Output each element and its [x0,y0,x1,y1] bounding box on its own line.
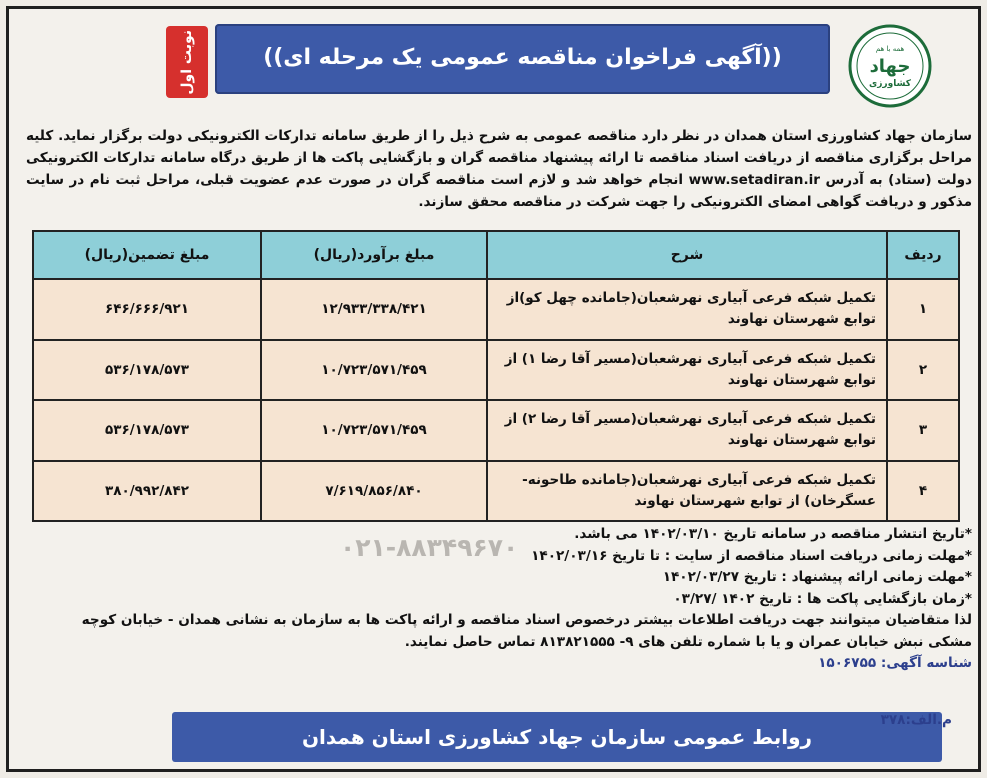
note-contact: لذا متقاضیان میتوانند جهت دریافت اطلاعات بیشتر درخصوص اسناد مناقصه و ارائه پاکت ها به سازمان به نشانی همدان - خیابان کوچه مشکی نبش خیابان عمران و یا با شماره تلفن های ۹- ۸۱۳۸۲۱۵۵۵ تماس حاصل نمایند. [81,612,972,650]
row-guarantee: ۶۴۶/۶۶۶/۹۲۱ [33,279,261,340]
table-row [33,279,959,340]
row-number: ۴ [887,461,959,522]
table-row [33,461,959,522]
header-description: شرح [487,231,887,279]
header-row-number: ردیف [887,231,959,279]
table-header-row [33,231,959,279]
row-description: تکمیل شبکه فرعی آبیاری نهرشعبان(جامانده چهل کو)از توابع شهرستان نهاوند [487,279,887,340]
row-estimate: ۱۲/۹۳۳/۳۳۸/۴۲۱ [261,279,487,340]
row-number: ۲ [887,340,959,401]
ad-id: شناسه آگهی: ۱۵۰۶۷۵۵ [818,655,972,671]
jahad-logo [848,24,932,108]
row-guarantee: ۳۸۰/۹۹۲/۸۴۲ [33,461,261,522]
logo-text: جهاد [869,56,911,77]
note-bid-deadline: *مهلت زمانی ارائه پیشنهاد : تاریخ ۱۴۰۲/۰۳/۲۷ [662,569,972,585]
row-description: تکمیل شبکه فرعی آبیاری نهرشعبان(جامانده طاحونه-عسگرخان) از توابع شهرستان نهاوند [487,461,887,522]
logo-subtext: کشاورزی [869,79,911,89]
watermark-phone: ۰۲۱-۸۸۳۴۹۶۷۰ [340,533,519,562]
tender-table [32,230,960,522]
header-estimate: مبلغ برآورد(ریال) [261,231,487,279]
ad-title: ((آگهی فراخوان مناقصه عمومی یک مرحله ای)) [263,45,782,70]
round-label: نوبت اول [179,29,195,95]
row-estimate: ۷/۶۱۹/۸۵۶/۸۴۰ [261,461,487,522]
header-guarantee: مبلغ تضمین(ریال) [33,231,261,279]
row-description: تکمیل شبکه فرعی آبیاری نهرشعبان(مسیر آقا رضا ۱) از توابع شهرستان نهاوند [487,340,887,401]
note-publish-date: *تاریخ انتشار مناقصه در سامانه تاریخ ۱۴۰۲/۰۳/۱۰ می باشد. [574,526,972,542]
intro-paragraph: سازمان جهاد کشاورزی استان همدان در نظر دارد مناقصه عمومی به شرح ذیل را از طریق سامانه تدارکات الکترونیکی دولت برگزار نماید. کلیه مراحل برگزاری مناقصه از دریافت اسناد مناقصه تا ارائه پیشنهاد مناقصه گران و بازگشایی پاکت ها از طریق درگاه سامانه تدارکات الکترونیکی دولت (ستاد) به آدرس www.setadiran.ir انجام خواهد شد و لازم است مناقصه گران در صورت عدم عضویت قبلی، مراحل ثبت نام در سایت مذکور و دریافت گواهی امضای الکترونیکی را جهت شرکت در مناقصه محقق سازند. [26,128,973,210]
row-number: ۳ [887,400,959,461]
logo-motto: همه با هم [875,45,905,53]
note-opening-date: *زمان بازگشایی پاکت ها : تاریخ ۱۴۰۲ /۰۳/۲۷ [673,590,972,607]
footer-text: روابط عمومی سازمان جهاد کشاورزی استان همدان [301,725,813,749]
publication-code: م.الف:۳۷۸ [880,712,952,728]
table-row [33,340,959,401]
row-guarantee: ۵۳۶/۱۷۸/۵۷۳ [33,340,261,401]
row-guarantee: ۵۳۶/۱۷۸/۵۷۳ [33,400,261,461]
row-estimate: ۱۰/۷۲۳/۵۷۱/۴۵۹ [261,340,487,401]
row-number: ۱ [887,279,959,340]
notes-block [40,524,972,675]
note-doc-deadline: *مهلت زمانی دریافت اسناد مناقصه از سایت : تا تاریخ ۱۴۰۲/۰۳/۱۶ [531,547,972,564]
row-estimate: ۱۰/۷۲۳/۵۷۱/۴۵۹ [261,400,487,461]
table-row [33,400,959,461]
row-description: تکمیل شبکه فرعی آبیاری نهرشعبان(مسیر آقا رضا ۲) از توابع شهرستان نهاوند [487,400,887,461]
round-badge [166,26,208,98]
